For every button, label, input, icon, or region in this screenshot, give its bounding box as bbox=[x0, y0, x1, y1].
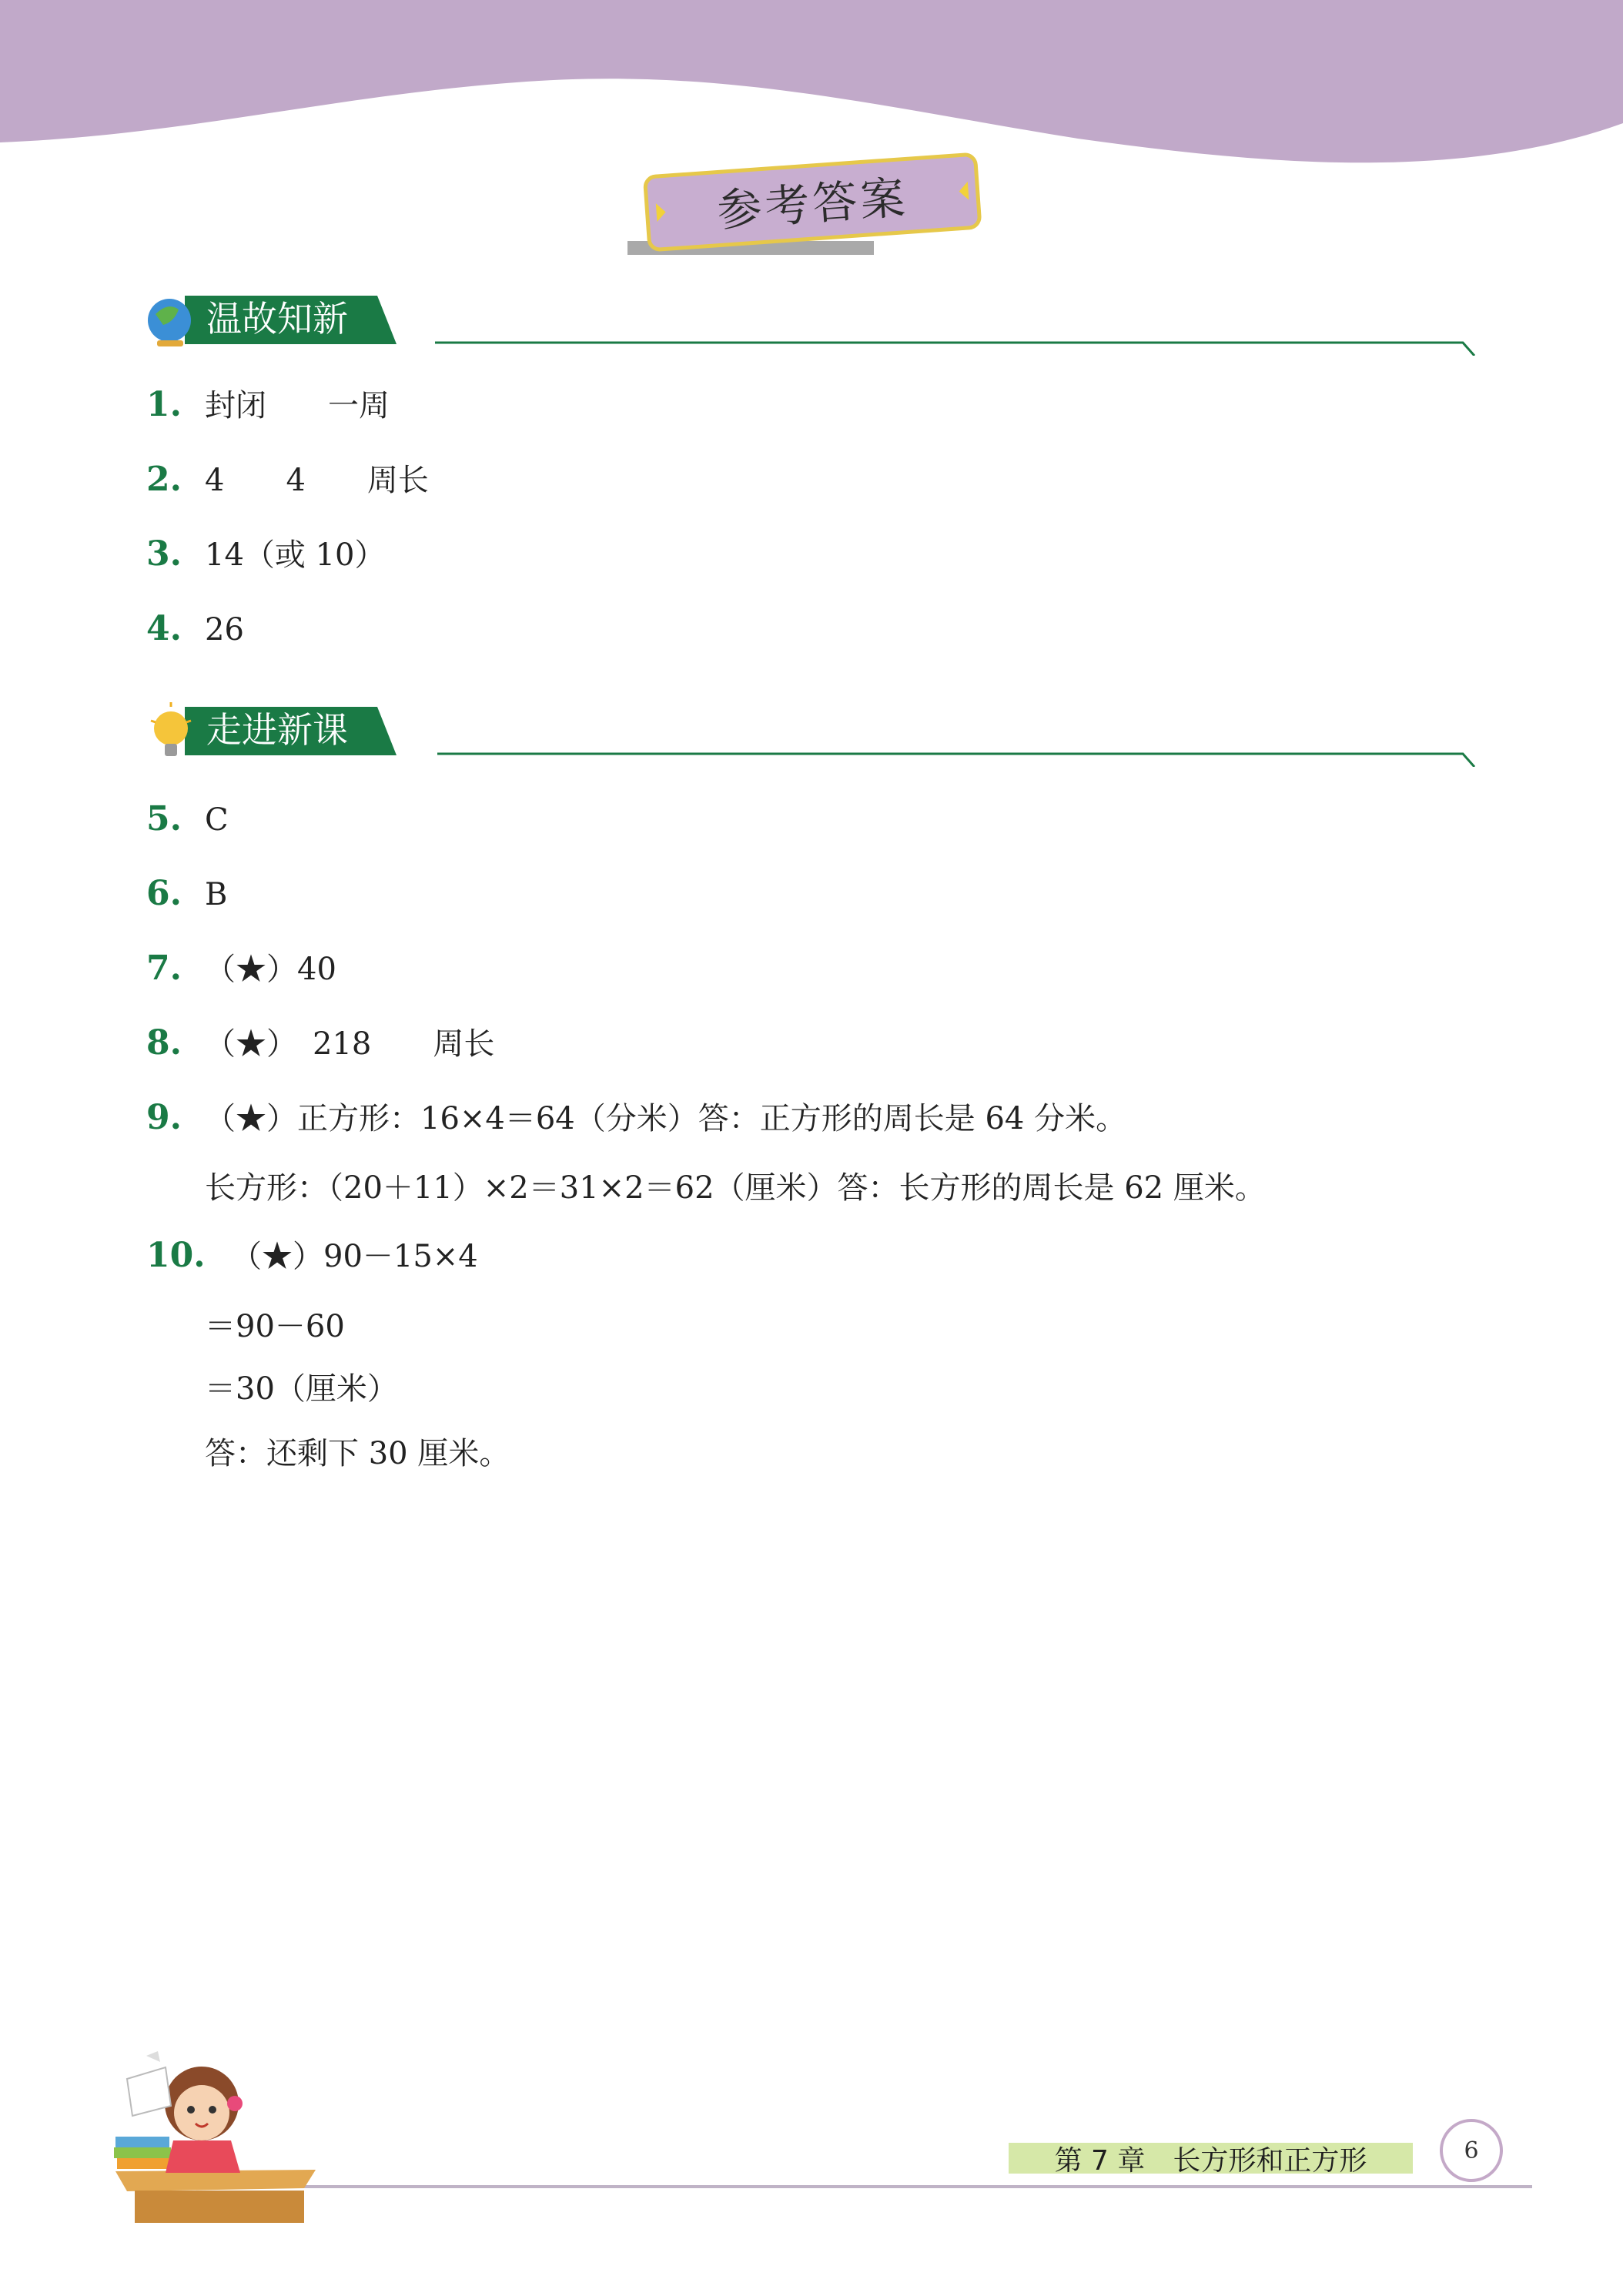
answer-item bbox=[146, 798, 229, 842]
section-title: 温故知新 bbox=[206, 298, 348, 340]
title-banner bbox=[624, 150, 1001, 266]
item-number: 3. bbox=[146, 534, 182, 574]
answer-item bbox=[146, 383, 390, 427]
answer-text: 26 bbox=[205, 612, 244, 648]
answer-text: 周长 bbox=[433, 1026, 495, 1062]
section-header-new-lesson bbox=[146, 698, 1486, 767]
item-number: 5. bbox=[146, 799, 182, 838]
answer-item bbox=[146, 872, 227, 916]
answer-continuation-line: ＝90－60 bbox=[205, 1309, 345, 1344]
section-title: 走进新课 bbox=[206, 709, 348, 751]
item-number: 8. bbox=[146, 1023, 182, 1063]
answer-text: B bbox=[205, 877, 228, 912]
page-title: 参考答案 bbox=[715, 171, 910, 237]
answer-text: 4 bbox=[286, 463, 306, 498]
item-number: 7. bbox=[146, 949, 182, 988]
answer-text: C bbox=[205, 802, 229, 838]
answer-text: （★） bbox=[205, 1026, 297, 1062]
item-number: 6. bbox=[146, 874, 182, 913]
answer-text: 218 bbox=[313, 1026, 372, 1062]
item-number: 4. bbox=[146, 609, 182, 648]
answer-text: 一周 bbox=[328, 388, 390, 423]
section-header-review bbox=[146, 286, 1486, 356]
item-number: 9. bbox=[146, 1098, 182, 1137]
answer-text: 14（或 10） bbox=[205, 537, 386, 573]
answer-item bbox=[146, 947, 336, 991]
answer-item bbox=[146, 1022, 494, 1066]
answer-text: 封闭 bbox=[205, 388, 266, 423]
answer-item bbox=[146, 458, 429, 502]
item-number: 1. bbox=[146, 385, 182, 424]
answer-text: 周长 bbox=[366, 463, 429, 498]
answer-text: （★）40 bbox=[205, 952, 336, 987]
item-number: 10. bbox=[146, 1236, 206, 1275]
item-number: 2. bbox=[146, 460, 182, 499]
answer-item bbox=[146, 607, 244, 651]
answer-continuation-line: ＝30（厘米） bbox=[205, 1371, 398, 1407]
page-number: 6 bbox=[1440, 2119, 1503, 2182]
answer-item bbox=[146, 533, 386, 577]
answer-continuation-line: 长方形：（20＋11）×2＝31×2＝62（厘米）答：长方形的周长是 62 厘米。 bbox=[205, 1170, 1266, 1206]
chapter-label: 第 7 章 长方形和正方形 bbox=[1009, 2143, 1413, 2174]
answer-continuation-line: 答：还剩下 30 厘米。 bbox=[205, 1436, 510, 1471]
answer-item bbox=[146, 1096, 1126, 1140]
answer-text: 4 bbox=[205, 463, 225, 498]
answer-item bbox=[146, 1234, 478, 1278]
answer-text: （★）90－15×4 bbox=[231, 1239, 478, 1274]
answer-text: （★）正方形：16×4＝64（分米）答：正方形的周长是 64 分米。 bbox=[205, 1101, 1127, 1136]
footer-illustration bbox=[0, 2033, 1623, 2233]
